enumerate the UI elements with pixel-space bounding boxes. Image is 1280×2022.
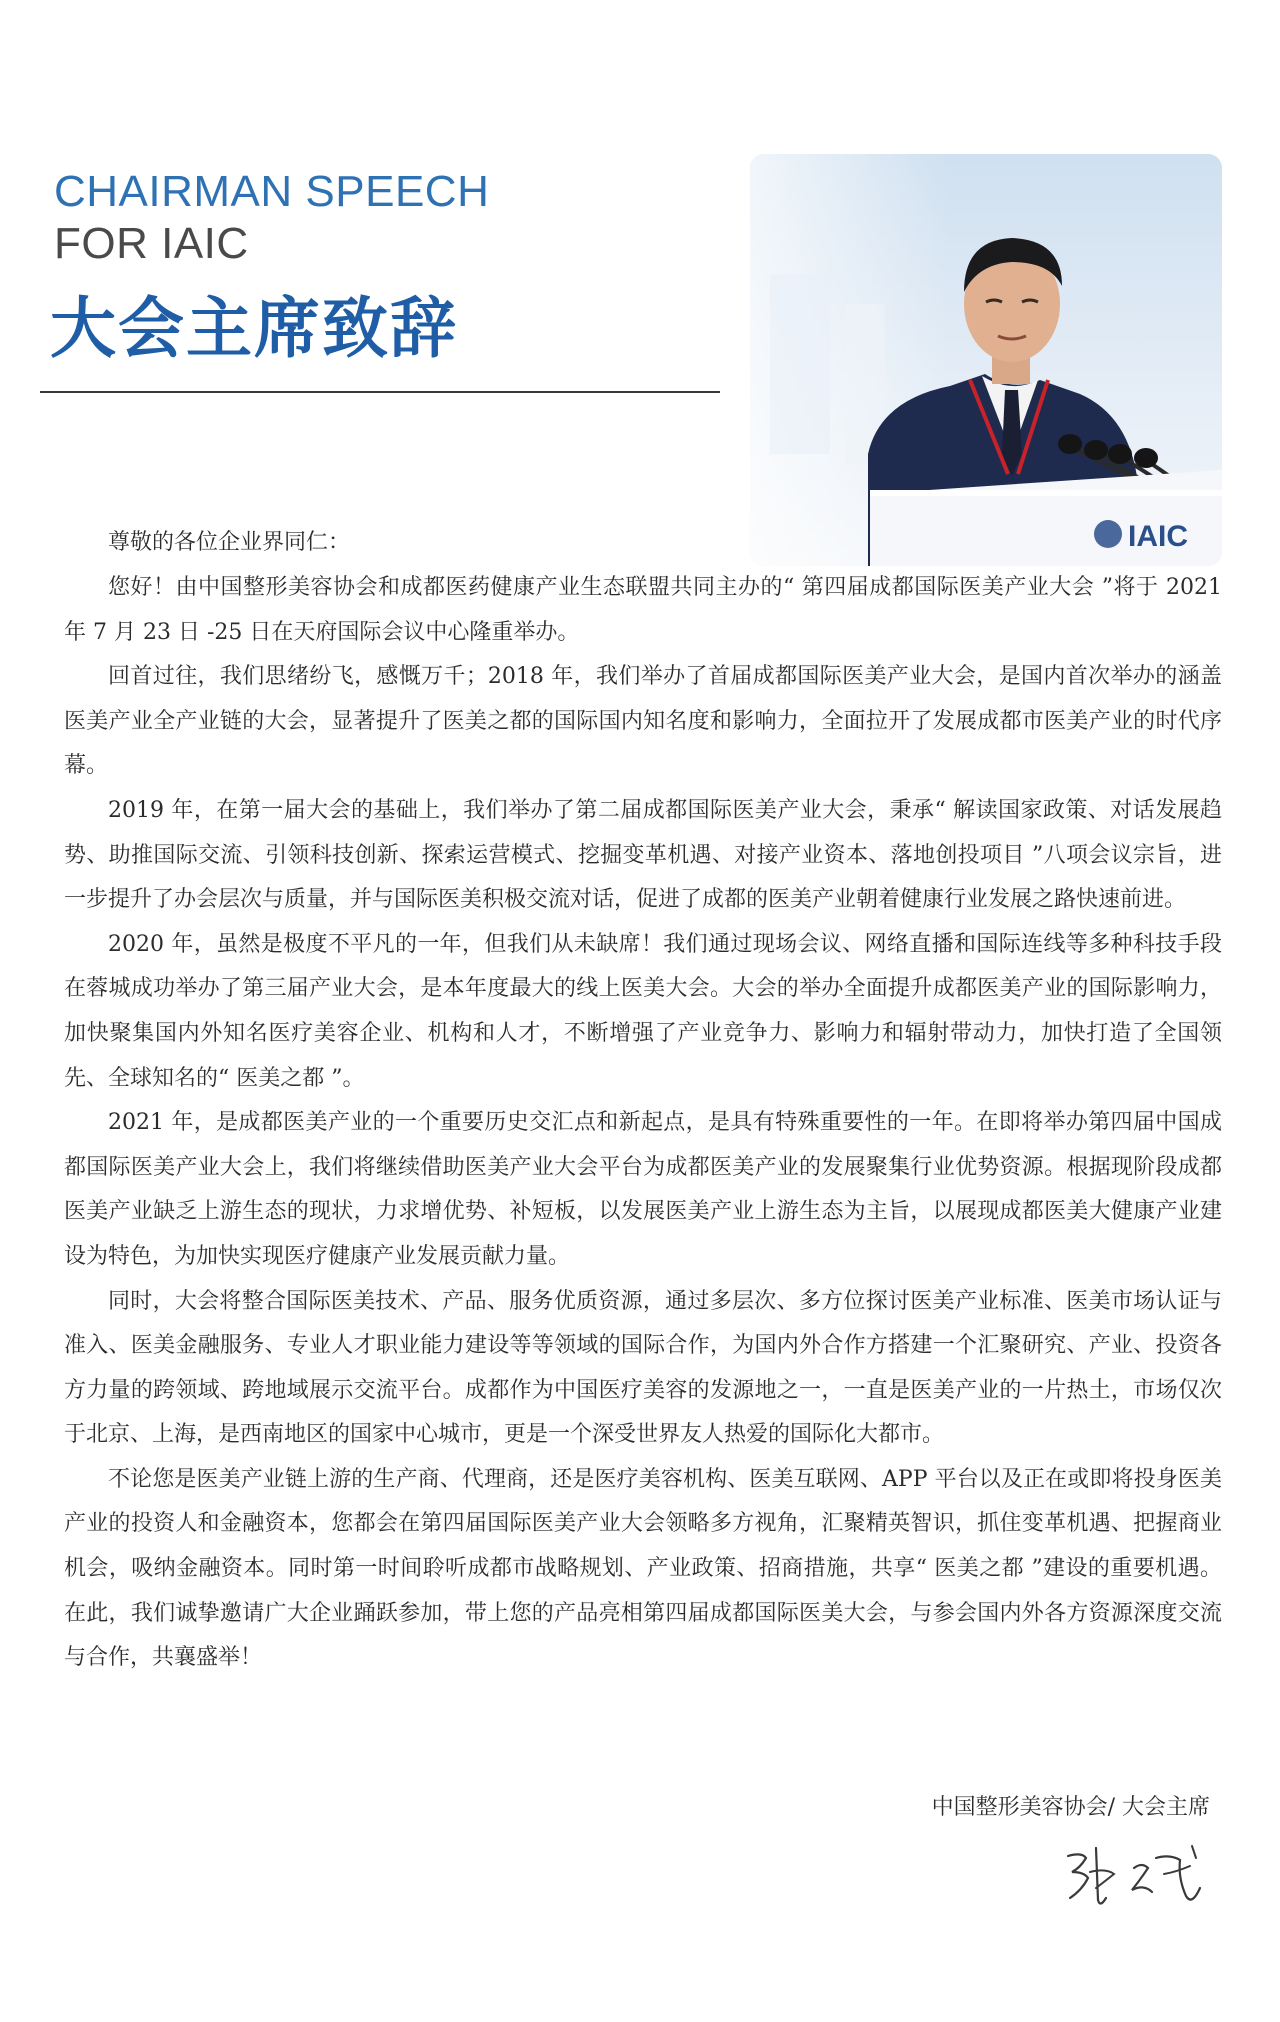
handwritten-signature [1060,1838,1220,1918]
signoff: 中国整形美容协会/ 大会主席 [931,1795,1210,1820]
letter-paragraph: 2020 年，虽然是极度不平凡的一年，但我们从未缺席！我们通过现场会议、网络直播和国际连线等多种科技手段在蓉城成功举办了第三届产业大会，是本年度最大的线上医美大会。大会的举办全面提升成都医美产业的国际影响力，加快聚集国内外知名医疗美容企业、机构和人才，不断增强了产业竞争力、影响力和辐射带动力，加快打造了全国领先、全球知名的“ 医美之都 ”。 [64,931,1222,1091]
letter-body [64,566,1222,1681]
podium-logo-text: IAIC [1128,520,1188,553]
title-divider [40,391,720,393]
title-chinese: 大会主席致辞 [50,290,458,367]
title-english-line-2: FOR IAIC [54,219,249,268]
letter-paragraph: 不论您是医美产业链上游的生产商、代理商，还是医疗美容机构、医美互联网、APP 平台以及正在或即将投身医美产业的投资人和金融资本，您都会在第四届国际医美产业大会领略多方视角，汇聚精英智识，抓住变革机遇、把握商业机会，吸纳金融资本。同时第一时间聆听成都市战略规划、产业政策、招商措施，共享“ 医美之都 ”建设的重要机遇。在此，我们诚挚邀请广大企业踊跃参加，带上您的产品亮相第四届成都国际医美大会，与参会国内外各方资源深度交流与合作，共襄盛举！ [64,1466,1222,1671]
title-english-line-1: CHAIRMAN SPEECH [54,167,490,216]
letter-paragraph: 回首过往，我们思绪纷飞，感慨万千；2018 年，我们举办了首届成都国际医美产业大会，是国内首次举办的涵盖医美产业全产业链的大会，显著提升了医美之都的国际国内知名度和影响力，全面拉开了发展成都市医美产业的时代序幕。 [64,664,1222,779]
letter-paragraph: 2021 年，是成都医美产业的一个重要历史交汇点和新起点，是具有特殊重要性的一年。在即将举办第四届中国成都国际医美产业大会上，我们将继续借助医美产业大会平台为成都医美产业的发展聚集行业优势资源。根据现阶段成都医美产业缺乏上游生态的现状，力求增优势、补短板，以发展医美产业上游生态为主旨，以展现成都医美大健康产业建设为特色，为加快实现医疗健康产业发展贡献力量。 [64,1110,1222,1269]
letter-paragraph: 2019 年，在第一届大会的基础上，我们举办了第二届成都国际医美产业大会，秉承“ 解读国家政策、对话发展趋势、助推国际交流、引领科技创新、探索运营模式、挖掘变革机遇、对接产业资本、落地创投项目 ”八项会议宗旨，进一步提升了办会层次与质量，并与国际医美积极交流对话，促进了成都的医美产业朝着健康行业发展之路快速前进。 [64,797,1222,913]
salutation: 尊敬的各位企业界同仁： [108,530,351,555]
letter-paragraph: 同时，大会将整合国际医美技术、产品、服务优质资源，通过多层次、多方位探讨医美产业标准、医美市场认证与准入、医美金融服务、专业人才职业能力建设等等领域的国际合作，为国内外合作方搭建一个汇聚研究、产业、投资各方力量的跨领域、跨地域展示交流平台。成都作为中国医疗美容的发源地之一，一直是医美产业的一片热土，市场仅次于北京、上海，是西南地区的国家中心城市，更是一个深受世界友人热爱的国际化大都市。 [64,1288,1222,1448]
letter-paragraph: 您好！由中国整形美容协会和成都医药健康产业生态联盟共同主办的“ 第四届成都国际医美产业大会 ”将于 2021 年 7 月 23 日 -25 日在天府国际会议中心隆重举办。 [64,575,1222,645]
chairman-photo [750,154,1222,566]
